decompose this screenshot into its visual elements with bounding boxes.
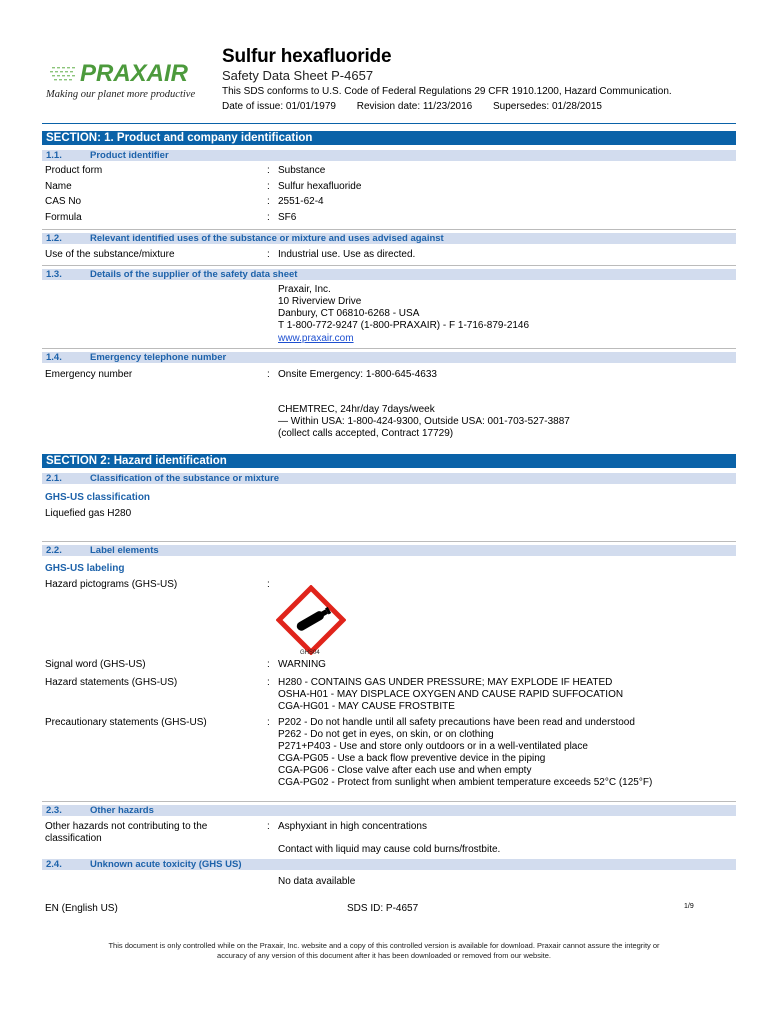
signal-word-label: Signal word (GHS-US) — [45, 659, 146, 670]
precautionary-statement: CGA-PG02 - Protect from sunlight when ambient temperature exceeds 52°C (125°F) — [278, 777, 653, 788]
disclaimer-line-1: This document is only controlled while on the Praxair, Inc. website and a copy of this controlled version is available for download. Praxair cannot assure the integrity or — [108, 941, 660, 950]
other-hazard-value: Contact with liquid may cause cold burns/frostbite. — [278, 844, 501, 855]
subsection-2-2 — [42, 545, 736, 556]
footer-disclaimer — [40, 941, 728, 961]
subsection-title: Relevant identified uses of the substance or mixture and uses advised against — [90, 233, 444, 244]
formula-value: SF6 — [278, 212, 297, 223]
precautionary-statement: P262 - Do not get in eyes, on skin, or on clothing — [278, 729, 494, 740]
section-divider — [42, 123, 736, 124]
name-value: Sulfur hexafluoride — [278, 181, 362, 192]
document-title: Sulfur hexafluoride — [222, 46, 392, 67]
praxair-wordmark-icon — [50, 58, 220, 86]
footer-page-number: 1/9 — [684, 903, 694, 910]
emergency-value: Onsite Emergency: 1-800-645-4633 — [278, 369, 437, 380]
hazard-statement: OSHA-H01 - MAY DISPLACE OXYGEN AND CAUSE RAPID SUFFOCATION — [278, 689, 624, 700]
disclaimer-line-2: accuracy of any version of this document after it has been downloaded or removed from our website. — [217, 951, 551, 960]
subsection-title: Details of the supplier of the safety data sheet — [90, 269, 298, 280]
chemtrec-line-2: — Within USA: 1-800-424-9300, Outside USA: 001-703-527-3887 — [278, 416, 570, 427]
formula-label: Formula — [45, 212, 82, 223]
revision-date: Revision date: 11/23/2016 — [356, 101, 473, 112]
other-hazard-value: Asphyxiant in high concentrations — [278, 821, 427, 832]
pictograms-label: Hazard pictograms (GHS-US) — [45, 579, 178, 590]
subsection-number: 1.3. — [46, 269, 62, 280]
emergency-label: Emergency number — [45, 369, 133, 380]
cas-label: CAS No — [45, 196, 82, 207]
sds-page: PRAXAIR Making our planet more productive Sulfur hexafluoride Safety Data Sheet P-4657 This SDS conforms to U.S. Code of Federal Regulations 29 CFR 1910.1200, Hazard Communication. Date of issue: 01/01/1979 Revision date: 11/23/2016 Supersedes: 01/28/2015 SECTION: 1. Product and company identification 1.1. Product identifier Product form : Substance Name : Sulfur hexafluoride CAS No : 2551-62-4 Formula : SF6 1.2. Relevant identified uses of the substance or mixture and uses advised against Use of the substance/mixture : Industrial use. Use as directed. 1.3. Details of the supplier of the safety data sheet Praxair, Inc. 10 Riverview Drive Danbury, CT 06810-6268 - USA T 1-800-772-9247 (1-800-PRAXAIR) - F 1-716-879-2146 www.praxair.com 1.4. Emergency telephone number Emergency number : Onsite Emergency: 1-800-645-4633 CHEMTREC, 24hr/day 7days/week — Within USA: 1-800-424-9300, Outside USA: 001-703-527-3887 (collect calls accepted, Contract 17729) SECTION 2: Hazard identification 2.1. Classification of the substance or mixture GHS-US classification Liquefied gas H280 2.2. Label elements GHS-US labeling Hazard pictograms (GHS-US) : GHS04 Signal word (GHS-US) : WARNING Hazard statements (GHS-US) : H280 - CONTAINS GAS UNDER PRESSURE; MAY EXPLODE IF HEATED OSHA-H01 - MAY DISPLACE OXYGEN AND CAUSE RAPID SUFFOCATION CGA-HG01 - MAY CAUSE FROSTBITE Precautionary statements (GHS-US) : P202 - Do not handle until all safety precautions have been read and understood P262 - Do not get in eyes, on skin, or on clothing P271+P403 - Use and store only outdoors or in a well-ventilated place CGA-PG05 - Use a back flow preventive device in the piping CGA-PG06 - Close valve after each use and when empty CGA-PG02 - Protect from sunlight when ambient temperature exceeds 52°C (125°F) 2.3. Other hazards Other hazards not contributing to the classification : Asphyxiant in high concentrations Contact with liquid may cause cold burns/frostbite. 2.4. Unknown acute toxicity (GHS US) No data available EN (English US) SDS ID: P-4657 1/9 This document is only controlled while on the Praxair, Inc. website and a copy of this controlled version is available for download. Praxair cannot assure the integrity or accuracy of any version of this document after it has been downloaded or removed from our website. — [0, 0, 768, 1024]
subsection-number: 2.4. — [46, 859, 62, 870]
subsection-title: Classification of the substance or mixture — [90, 473, 279, 484]
section-2-title: SECTION 2: Hazard identification — [46, 455, 227, 467]
ghs-classification-heading: GHS-US classification — [45, 492, 151, 503]
precautionary-statements-label: Precautionary statements (GHS-US) — [45, 717, 207, 728]
subsection-number: 2.2. — [46, 545, 62, 556]
signal-word-value: WARNING — [278, 659, 326, 670]
subsection-number: 1.1. — [46, 150, 62, 161]
subsection-number: 2.3. — [46, 805, 62, 816]
section-2-header — [42, 454, 736, 468]
footer-language: EN (English US) — [45, 903, 118, 914]
other-hazards-label: Other hazards not contributing to the — [45, 821, 208, 832]
chemtrec-line-1: CHEMTREC, 24hr/day 7days/week — [278, 404, 435, 415]
subsection-1-4 — [42, 352, 736, 363]
precautionary-statement: CGA-PG06 - Close valve after each use and when empty — [278, 765, 532, 776]
supplier-website-link[interactable]: www.praxair.com — [278, 333, 354, 344]
subsection-2-4 — [42, 859, 736, 870]
ghs-labeling-heading: GHS-US labeling — [45, 563, 125, 574]
praxair-logo — [44, 58, 220, 104]
subsection-title: Other hazards — [90, 805, 154, 816]
other-hazards-label-cont: classification — [45, 833, 102, 844]
subsection-1-2 — [42, 233, 736, 244]
section-1-title: SECTION: 1. Product and company identification — [46, 132, 313, 144]
date-line — [222, 101, 620, 112]
subsection-title: Unknown acute toxicity (GHS US) — [90, 859, 242, 870]
chemtrec-line-3: (collect calls accepted, Contract 17729) — [278, 428, 454, 439]
pictogram-caption: GHS04 — [300, 650, 320, 656]
toxicity-value: No data available — [278, 876, 356, 887]
logo-tagline: Making our planet more productive — [46, 89, 196, 100]
ghs-classification-value: Liquefied gas H280 — [45, 508, 132, 519]
product-form-label: Product form — [45, 165, 103, 176]
document-subtitle: Safety Data Sheet P-4657 — [222, 68, 374, 83]
conformity-note: This SDS conforms to U.S. Code of Federal Regulations 29 CFR 1910.1200, Hazard Communication. — [222, 86, 672, 97]
supplier-street: 10 Riverview Drive — [278, 296, 362, 307]
svg-text:PRAXAIR: PRAXAIR — [80, 60, 189, 86]
subsection-title: Product identifier — [90, 150, 169, 161]
subsection-number: 1.4. — [46, 352, 62, 363]
cas-value: 2551-62-4 — [278, 196, 324, 207]
subsection-number: 2.1. — [46, 473, 62, 484]
product-form-value: Substance — [278, 165, 326, 176]
section-1-header — [42, 131, 736, 145]
precautionary-statement: P202 - Do not handle until all safety precautions have been read and understood — [278, 717, 635, 728]
subsection-2-1 — [42, 473, 736, 484]
subsection-title: Emergency telephone number — [90, 352, 227, 363]
subsection-number: 1.2. — [46, 233, 62, 244]
subsection-title: Label elements — [90, 545, 159, 556]
hazard-statement: H280 - CONTAINS GAS UNDER PRESSURE; MAY EXPLODE IF HEATED — [278, 677, 613, 688]
footer-sds-id: SDS ID: P-4657 — [347, 903, 419, 914]
supplier-name: Praxair, Inc. — [278, 284, 331, 295]
subsection-2-3 — [42, 805, 736, 816]
gas-cylinder-icon — [276, 585, 346, 655]
hazard-statement: CGA-HG01 - MAY CAUSE FROSTBITE — [278, 701, 455, 712]
hazard-statements-label: Hazard statements (GHS-US) — [45, 677, 178, 688]
supersedes-date: Supersedes: 01/28/2015 — [493, 101, 602, 112]
date-of-issue: Date of issue: 01/01/1979 — [222, 101, 336, 112]
use-value: Industrial use. Use as directed. — [278, 249, 416, 260]
supplier-phone: T 1-800-772-9247 (1-800-PRAXAIR) - F 1-716-879-2146 — [278, 320, 530, 331]
use-label: Use of the substance/mixture — [45, 249, 175, 260]
supplier-city: Danbury, CT 06810-6268 - USA — [278, 308, 420, 319]
subsection-1-1 — [42, 150, 736, 161]
subsection-1-3 — [42, 269, 736, 280]
precautionary-statement: CGA-PG05 - Use a back flow preventive device in the piping — [278, 753, 546, 764]
name-label: Name — [45, 181, 72, 192]
precautionary-statement: P271+P403 - Use and store only outdoors or in a well-ventilated place — [278, 741, 588, 752]
